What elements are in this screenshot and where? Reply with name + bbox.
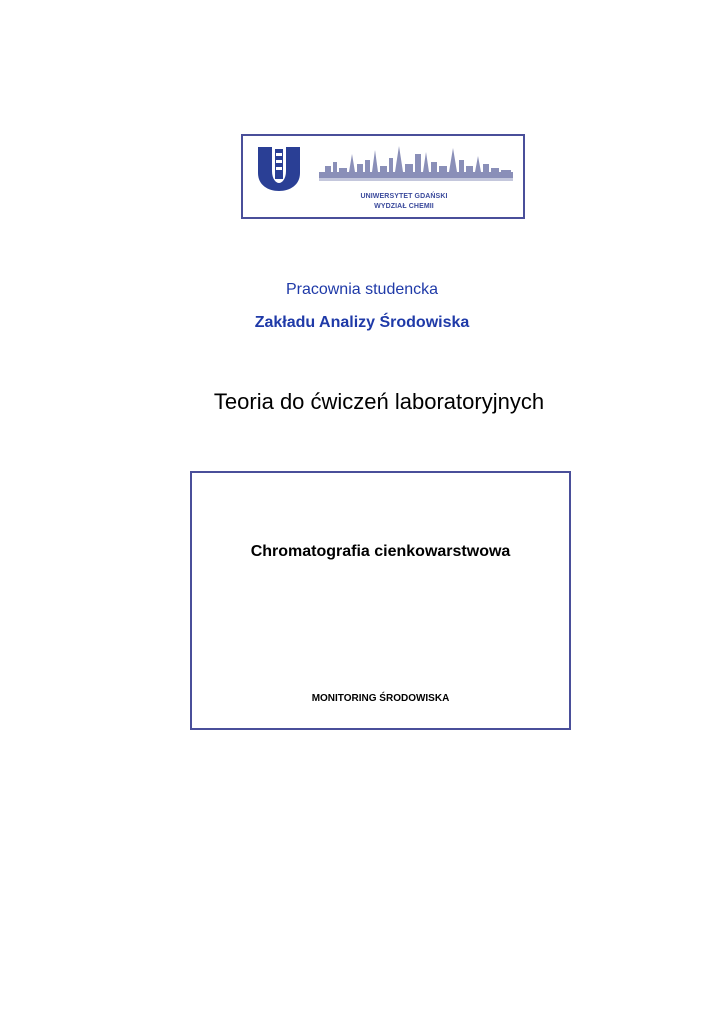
lab-name: Pracownia studencka	[285, 281, 439, 298]
department-name: Zakładu Analizy Środowiska	[254, 314, 470, 331]
topic-frame	[190, 471, 571, 730]
logo-faculty-name: WYDZIAŁ CHEMII	[374, 203, 434, 210]
gdansk-skyline-icon	[319, 142, 513, 184]
logo-caption	[339, 192, 469, 212]
university-logo	[241, 134, 525, 219]
university-emblem-icon	[256, 145, 302, 193]
page-title: Teoria do ćwiczeń laboratoryjnych	[213, 389, 545, 414]
topic-title: Chromatografia cienkowarstwowa	[250, 543, 511, 560]
logo-university-name: UNIWERSYTET GDAŃSKI	[360, 193, 448, 200]
course-name: MONITORING ŚRODOWISKA	[311, 693, 450, 704]
